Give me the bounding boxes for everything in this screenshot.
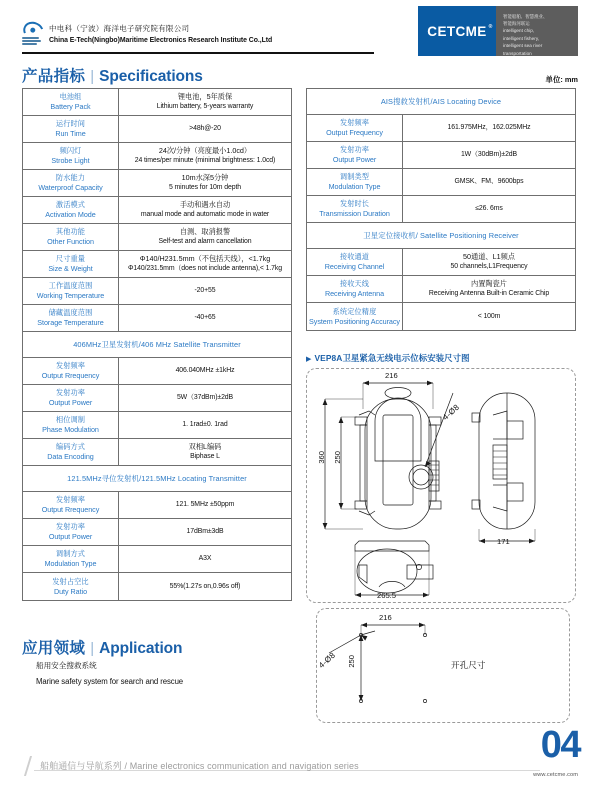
spec-title-en: Specifications <box>99 68 203 85</box>
hole-callout-main: 4-Ø8 <box>440 402 462 422</box>
table-row-value <box>119 385 291 411</box>
table-row <box>307 115 575 142</box>
table-row-value <box>403 249 575 275</box>
company-logo-icon <box>22 22 42 48</box>
table-row-value <box>119 492 291 518</box>
label-en: Output Power <box>332 155 377 164</box>
table-row-label <box>23 358 119 384</box>
label-en: Duty Ratio <box>53 586 88 596</box>
app-title-divider: | <box>90 640 95 657</box>
value-en: 161.975MHz，162.025MHz <box>447 124 531 132</box>
specifications-heading <box>22 64 203 86</box>
company-name-cn: 中电科（宁波）海洋电子研究院有限公司 <box>49 24 190 34</box>
table-row-value <box>119 305 291 331</box>
label-en: Run Time <box>55 129 86 138</box>
hole-dim-216: 216 <box>379 613 392 622</box>
value-cn: 锂电池，5年质保 <box>177 92 233 102</box>
table-row-label <box>23 278 119 304</box>
table-row-label <box>23 573 119 600</box>
label-en: Modulation Type <box>44 559 97 568</box>
footer-series-text: 船舶通信与导航系列 / Marine electronics communication and navigation series <box>40 761 359 771</box>
label-cn: 发射频率 <box>55 361 86 371</box>
table-row-value <box>119 412 291 438</box>
value-en: 50 channels,L1Frequency <box>450 263 528 271</box>
label-cn: 编码方式 <box>55 442 86 452</box>
cetcme-logo-block <box>418 6 578 56</box>
table-row-label <box>23 305 119 331</box>
value-cn: 24次/分钟（亮度最小1.0cd） <box>158 146 252 156</box>
value-en: 1. 1rad±0. 1rad <box>182 421 228 429</box>
table-row <box>307 169 575 196</box>
logo-wordmark-text: CETCME <box>427 23 487 39</box>
value-cn: Φ140/H231.5mm（不包括天线），<1.7kg <box>139 254 271 264</box>
hole-dim-250: 250 <box>347 655 356 668</box>
label-cn: 接收天线 <box>339 279 370 289</box>
table-row-label <box>307 115 403 141</box>
table-row <box>23 385 291 412</box>
table-row-value <box>119 251 291 277</box>
label-en: Strobe Light <box>51 156 90 165</box>
value-en: Φ140/231.5mm（does not include antenna),< 1.7kg <box>128 265 282 273</box>
value-cn: 50通道、L1频点 <box>463 252 515 262</box>
table-row <box>307 249 575 276</box>
left-spec-table <box>22 88 292 601</box>
table-row-label <box>307 142 403 168</box>
logo-tagline-panel <box>496 6 578 56</box>
value-en: -40+65 <box>194 314 216 322</box>
label-en: Receiving Antenna <box>324 289 385 298</box>
table-row-label <box>23 143 119 169</box>
drawing-title-text: VEP8A卫星紧急无线电示位标安装尺寸图 <box>314 353 470 363</box>
label-en: System Positioning Accuracy <box>309 316 400 326</box>
table-row-value <box>119 89 291 115</box>
table-group-header: AIS搜救发射机/AIS Locating Device <box>307 89 575 115</box>
value-en: Self-test and alarm cancellation <box>158 238 252 246</box>
label-cn: 调制方式 <box>55 549 86 559</box>
table-row-value <box>119 116 291 142</box>
dim-171: 171 <box>497 537 510 546</box>
label-cn: 尺寸重量 <box>55 254 86 264</box>
table-row <box>23 116 291 143</box>
value-cn: 手动和遇水自动 <box>179 200 231 210</box>
table-row <box>23 170 291 197</box>
hole-pattern-panel <box>316 608 570 723</box>
app-title-cn: 应用领域 <box>22 640 86 657</box>
label-cn: 发射时长 <box>339 199 370 209</box>
table-row <box>307 276 575 303</box>
dim-250: 250 <box>333 451 342 464</box>
table-row-value <box>403 276 575 302</box>
label-cn: 发射功率 <box>55 522 86 532</box>
value-en: 24 times/per minute (minimal brightness: 1.0cd) <box>134 157 276 165</box>
table-group-header: 卫星定位接收机/ Satellite Positioning Receiver <box>307 223 575 249</box>
hole-size-label: 开孔尺寸 <box>451 660 486 670</box>
label-en: Phase Modulation <box>42 425 99 434</box>
value-en: Receiving Antenna Built-in Ceramic Chip <box>428 290 550 298</box>
table-row-value <box>403 169 575 195</box>
label-cn: 相位调制 <box>55 415 86 425</box>
table-row <box>23 143 291 170</box>
value-en: GMSK、FM、9600bps <box>454 178 524 186</box>
table-group-header: 121.5MHz寻位发射机/121.5MHz Locating Transmitter <box>23 466 291 492</box>
label-cn: 储藏温度范围 <box>48 308 93 318</box>
dimension-drawing-svg <box>307 369 575 602</box>
application-desc-en: Marine safety system for search and rescue <box>36 677 184 686</box>
label-cn: 发射占空比 <box>52 576 89 586</box>
label-cn: 发射频率 <box>55 495 86 505</box>
table-row-label <box>307 249 403 275</box>
table-row-label <box>307 196 403 222</box>
label-en: Working Temperature <box>36 291 105 300</box>
label-cn: 运行时间 <box>55 119 86 129</box>
label-cn: 系统定位精度 <box>332 306 377 316</box>
table-row-label <box>23 251 119 277</box>
table-row <box>307 196 575 223</box>
company-brand <box>22 22 272 48</box>
value-en: 1W（30dBm)±2dB <box>460 151 518 159</box>
value-en: >48h@-20 <box>189 125 221 133</box>
unit-label: 单位: mm <box>545 75 578 84</box>
value-en: 55%(1.27s on,0.96s off) <box>169 582 241 590</box>
label-cn: 发射频率 <box>339 118 370 128</box>
table-row <box>23 492 291 519</box>
table-row <box>307 142 575 169</box>
table-row-label <box>23 385 119 411</box>
value-en: 121. 5MHz ±50ppm <box>175 501 235 509</box>
value-cn: 10m水深5分钟 <box>181 173 229 183</box>
table-row-value <box>119 519 291 545</box>
value-en: A3X <box>198 555 212 563</box>
label-en: Other Function <box>47 237 94 246</box>
spec-title-cn: 产品指标 <box>22 68 86 85</box>
label-en: Storage Temperature <box>37 318 104 327</box>
table-row-label <box>23 116 119 142</box>
label-en: Activation Mode <box>45 210 96 219</box>
table-group-header: 406MHz卫星发射机/406 MHz Satellite Transmitter <box>23 332 291 358</box>
table-row-label <box>307 276 403 302</box>
table-row <box>23 197 291 224</box>
logo-wordmark-panel <box>418 6 496 56</box>
value-en: 5 minutes for 10m depth <box>168 184 241 192</box>
table-row-value <box>403 196 575 222</box>
dim-216-top: 216 <box>385 371 398 380</box>
table-row-label <box>23 412 119 438</box>
footer-slash-icon <box>22 756 35 776</box>
value-en: -20+55 <box>194 287 216 295</box>
dim-360: 360 <box>317 451 326 464</box>
value-cn: 内置陶瓷片 <box>471 279 507 289</box>
value-en: < 100m <box>477 312 501 320</box>
label-en: Receiving Channel <box>324 262 385 271</box>
label-cn: 发射功率 <box>55 388 86 398</box>
table-row <box>23 546 291 573</box>
value-en: manual mode and automatic mode in water <box>140 211 270 219</box>
application-desc-cn: 船用安全搜救系统 <box>36 661 97 670</box>
label-cn: 工作温度范围 <box>48 281 93 291</box>
value-cn: 自测、取消报警 <box>179 227 231 237</box>
right-spec-table <box>306 88 576 331</box>
label-en: Battery Pack <box>50 102 91 111</box>
value-en: 17dBm±3dB <box>186 528 224 536</box>
label-en: Output Frequency <box>326 128 383 137</box>
table-row-label <box>23 224 119 250</box>
tagline-cn-2: 智能海河联运 <box>503 21 530 27</box>
app-title-en: Application <box>99 640 183 657</box>
table-row <box>23 251 291 278</box>
tagline-en-3: intelligent sea river <box>503 43 543 49</box>
value-en: 5W（37dBm)±2dB <box>176 394 234 402</box>
table-row-label <box>307 169 403 195</box>
value-cn: 双相L编码 <box>188 442 222 452</box>
table-row <box>23 412 291 439</box>
table-row-value <box>119 573 291 600</box>
dimension-drawing-panel <box>306 368 576 603</box>
page-header <box>0 0 600 66</box>
table-row <box>23 89 291 116</box>
table-row-value <box>403 303 575 330</box>
label-en: Data Encoding <box>47 452 94 461</box>
table-row-value <box>119 224 291 250</box>
table-row-value <box>119 358 291 384</box>
page-number: 04 <box>540 724 580 766</box>
label-cn: 发射功率 <box>339 145 370 155</box>
table-row-label <box>23 197 119 223</box>
label-cn: 频闪灯 <box>59 146 82 156</box>
label-cn: 防水能力 <box>55 173 86 183</box>
table-row-value <box>403 142 575 168</box>
registered-mark: ® <box>488 23 493 30</box>
spec-title-divider: | <box>90 68 95 85</box>
label-en: Transmission Duration <box>319 209 390 218</box>
table-row-label <box>307 303 403 330</box>
value-en: 406.040MHz ±1kHz <box>175 367 235 375</box>
tagline-cn-1: 智能船舶、智慧渔业、 <box>503 14 548 19</box>
tagline-en-4: transportation <box>503 50 532 56</box>
triangle-marker-icon: ▶ <box>306 356 312 363</box>
table-row-label <box>23 519 119 545</box>
table-row-value <box>119 143 291 169</box>
application-heading <box>22 636 182 658</box>
label-en: Output Power <box>48 398 93 407</box>
table-row <box>23 224 291 251</box>
company-name-en: China E-Tech(Ningbo)Maritime Electronics Research Institute Co.,Ltd <box>49 37 273 45</box>
table-row <box>23 573 291 600</box>
table-row <box>23 278 291 305</box>
table-row-label <box>23 89 119 115</box>
table-row <box>23 358 291 385</box>
table-row <box>23 439 291 466</box>
label-en: Output Rrequency <box>41 505 100 514</box>
label-en: Waterproof Capacity <box>38 183 103 192</box>
hole-callout-secondary: 4-Ø8 <box>316 650 338 670</box>
table-row-value <box>403 115 575 141</box>
table-row-label <box>23 170 119 196</box>
table-row <box>23 305 291 332</box>
dim-265: 265.5 <box>377 591 397 600</box>
footer-url: www.cetcme.com <box>533 772 578 778</box>
table-row-value <box>119 439 291 465</box>
label-cn: 其他功能 <box>55 227 86 237</box>
tagline-en-2: intelligent fishery, <box>503 35 540 41</box>
label-cn: 接收通道 <box>339 252 370 262</box>
table-row-label <box>23 439 119 465</box>
header-divider <box>22 52 374 54</box>
table-row <box>307 303 575 330</box>
label-en: Modulation Type <box>328 182 381 191</box>
label-cn: 电池组 <box>59 92 82 102</box>
value-en: ≤26. 6ms <box>475 205 503 213</box>
label-en: Output Power <box>48 532 93 541</box>
table-row-value <box>119 546 291 572</box>
label-en: Output Rrequency <box>41 371 100 380</box>
table-row-value <box>119 197 291 223</box>
label-cn: 调制类型 <box>339 172 370 182</box>
table-row <box>23 519 291 546</box>
tagline-en-1: intelligent chip, <box>503 28 535 34</box>
label-en: Size & Weight <box>48 264 93 273</box>
table-row-value <box>119 278 291 304</box>
value-en: Lithium battery, 5-years warranty <box>156 103 254 111</box>
label-cn: 激活模式 <box>55 200 86 210</box>
drawing-heading <box>306 352 470 364</box>
table-row-value <box>119 170 291 196</box>
value-en: Biphase L <box>190 453 220 461</box>
table-row-label <box>23 546 119 572</box>
table-row-label <box>23 492 119 518</box>
